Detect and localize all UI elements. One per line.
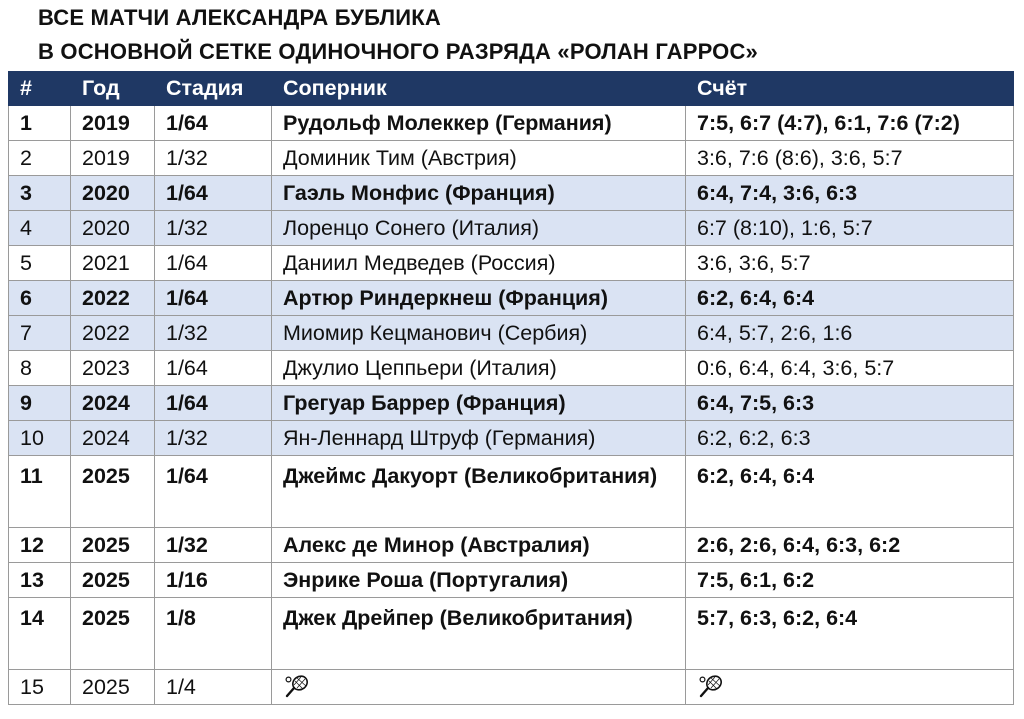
cell-number: 11: [9, 456, 71, 528]
cell-year: 2019: [71, 141, 155, 176]
cell-opponent: Артюр Риндеркнеш (Франция): [272, 281, 686, 316]
cell-opponent: Доминик Тим (Австрия): [272, 141, 686, 176]
cell-opponent: Алекс де Минор (Австралия): [272, 528, 686, 563]
table-row: [9, 386, 1014, 421]
cell-score: 0:6, 6:4, 6:4, 3:6, 5:7: [686, 351, 1014, 386]
cell-opponent-text: Джек Дрейпер (Великобритания): [283, 606, 633, 630]
cell-opponent: [272, 670, 686, 705]
cell-stage: 1/64: [155, 456, 272, 528]
cell-opponent: Грегуар Баррер (Франция): [272, 386, 686, 421]
cell-number: 14: [9, 598, 71, 670]
cell-stage: 1/64: [155, 386, 272, 421]
header-opponent: Соперник: [272, 72, 686, 106]
cell-score: 6:7 (8:10), 1:6, 5:7: [686, 211, 1014, 246]
cell-stage: 1/8: [155, 598, 272, 670]
cell-number: 4: [9, 211, 71, 246]
table-row: [9, 176, 1014, 211]
cell-number: 13: [9, 563, 71, 598]
table-row: [9, 456, 1014, 528]
table-row: [9, 563, 1014, 598]
cell-opponent: [272, 456, 686, 528]
page-title-line-1: ВСЕ МАТЧИ АЛЕКСАНДРА БУБЛИКА: [38, 5, 441, 30]
cell-stage: 1/16: [155, 563, 272, 598]
cell-year: 2024: [71, 386, 155, 421]
cell-opponent-text: Джеймс Дакуорт (Великобритания): [283, 464, 658, 488]
cell-opponent: Лоренцо Сонего (Италия): [272, 211, 686, 246]
cell-score: 6:4, 5:7, 2:6, 1:6: [686, 316, 1014, 351]
cell-score: 6:2, 6:4, 6:4: [686, 281, 1014, 316]
cell-number: 7: [9, 316, 71, 351]
cell-number: 1: [9, 106, 71, 141]
cell-stage: 1/4: [155, 670, 272, 705]
cell-number: 15: [9, 670, 71, 705]
cell-number: 6: [9, 281, 71, 316]
cell-score: 7:5, 6:7 (4:7), 6:1, 7:6 (7:2): [686, 106, 1014, 141]
cell-number: 9: [9, 386, 71, 421]
cell-score: 2:6, 2:6, 6:4, 6:3, 6:2: [686, 528, 1014, 563]
matches-table: [8, 71, 1014, 705]
header-score: Счёт: [686, 72, 1014, 106]
cell-opponent: Гаэль Монфис (Франция): [272, 176, 686, 211]
table-header-row: [9, 72, 1014, 106]
header-year: Год: [71, 72, 155, 106]
table-row: [9, 421, 1014, 456]
cell-stage: 1/32: [155, 528, 272, 563]
cell-year: 2022: [71, 281, 155, 316]
cell-year: 2023: [71, 351, 155, 386]
cell-score: [686, 670, 1014, 705]
cell-year: 2024: [71, 421, 155, 456]
cell-year: 2025: [71, 563, 155, 598]
cell-stage: 1/64: [155, 281, 272, 316]
cell-opponent: Энрике Роша (Португалия): [272, 563, 686, 598]
cell-year: 2020: [71, 176, 155, 211]
cell-opponent: Джулио Цеппьери (Италия): [272, 351, 686, 386]
cell-score: 6:4, 7:5, 6:3: [686, 386, 1014, 421]
cell-stage: 1/32: [155, 141, 272, 176]
table-row: [9, 141, 1014, 176]
cell-number: 2: [9, 141, 71, 176]
table-row: [9, 351, 1014, 386]
cell-score: 7:5, 6:1, 6:2: [686, 563, 1014, 598]
table-row: [9, 246, 1014, 281]
cell-year: 2019: [71, 106, 155, 141]
cell-year: 2025: [71, 670, 155, 705]
cell-stage: 1/32: [155, 211, 272, 246]
cell-stage: 1/64: [155, 106, 272, 141]
cell-opponent: [272, 598, 686, 670]
cell-number: 5: [9, 246, 71, 281]
table-row: [9, 528, 1014, 563]
cell-year: 2025: [71, 456, 155, 528]
tennis-racket-icon: [697, 673, 725, 701]
cell-opponent: Ян-Леннард Штруф (Германия): [272, 421, 686, 456]
tennis-racket-icon: [283, 673, 311, 701]
cell-score: 6:2, 6:2, 6:3: [686, 421, 1014, 456]
table-row: [9, 106, 1014, 141]
cell-stage: 1/32: [155, 316, 272, 351]
cell-year: 2022: [71, 316, 155, 351]
cell-year: 2025: [71, 598, 155, 670]
cell-score: 6:4, 7:4, 3:6, 6:3: [686, 176, 1014, 211]
table-row: [9, 670, 1014, 705]
cell-score: 3:6, 3:6, 5:7: [686, 246, 1014, 281]
header-number: #: [9, 72, 71, 106]
cell-score: 6:2, 6:4, 6:4: [686, 456, 1014, 528]
cell-stage: 1/64: [155, 246, 272, 281]
cell-stage: 1/32: [155, 421, 272, 456]
cell-opponent: Миомир Кецманович (Сербия): [272, 316, 686, 351]
cell-score: 5:7, 6:3, 6:2, 6:4: [686, 598, 1014, 670]
cell-stage: 1/64: [155, 176, 272, 211]
table-row: [9, 598, 1014, 670]
cell-number: 12: [9, 528, 71, 563]
cell-number: 3: [9, 176, 71, 211]
header-stage: Стадия: [155, 72, 272, 106]
cell-number: 8: [9, 351, 71, 386]
cell-number: 10: [9, 421, 71, 456]
cell-year: 2020: [71, 211, 155, 246]
cell-year: 2021: [71, 246, 155, 281]
cell-stage: 1/64: [155, 351, 272, 386]
cell-score: 3:6, 7:6 (8:6), 3:6, 5:7: [686, 141, 1014, 176]
table-row: [9, 281, 1014, 316]
cell-year: 2025: [71, 528, 155, 563]
table-row: [9, 316, 1014, 351]
cell-opponent: Рудольф Молеккер (Германия): [272, 106, 686, 141]
page-title-line-2: В ОСНОВНОЙ СЕТКЕ ОДИНОЧНОГО РАЗРЯДА «РОЛАН ГАРРОС»: [38, 39, 758, 64]
table-row: [9, 211, 1014, 246]
cell-opponent: Даниил Медведев (Россия): [272, 246, 686, 281]
